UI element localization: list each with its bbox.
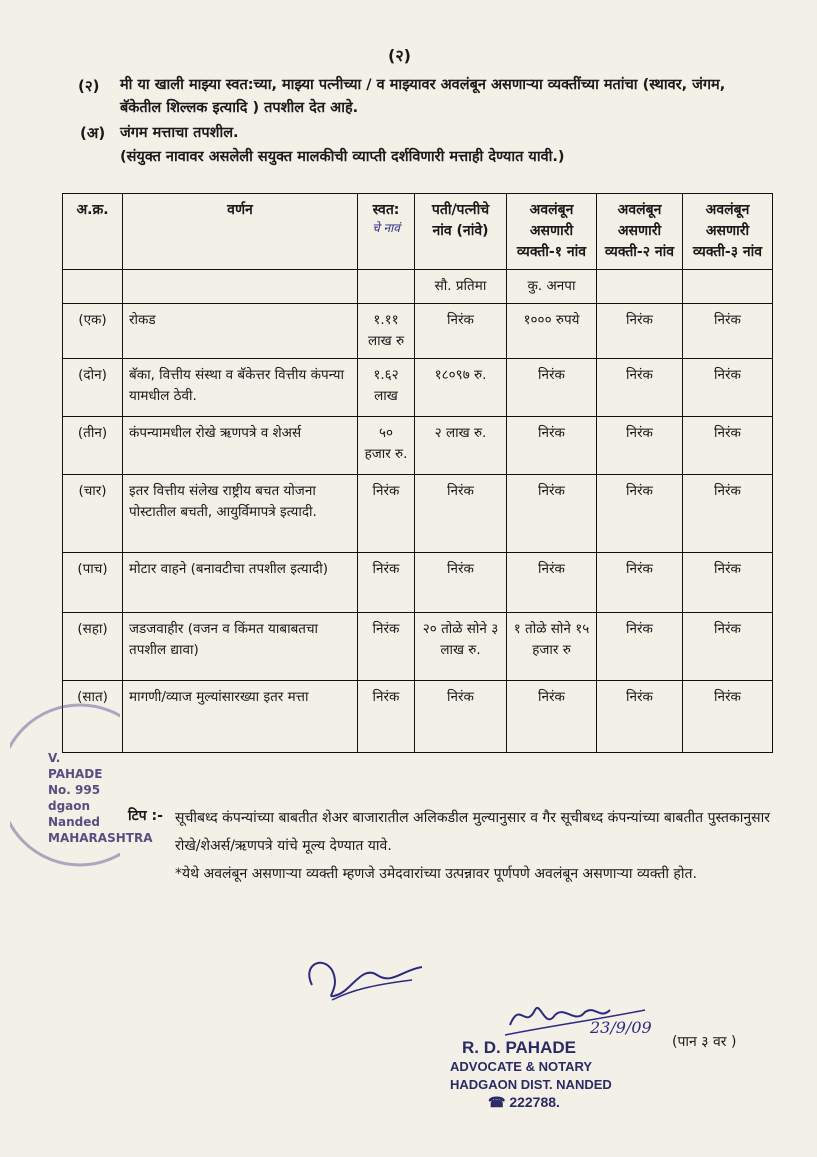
table-row [63,553,773,613]
self-cell: १.६२ लाख [358,359,415,417]
spouse-name: सौ. प्रतिमा [415,270,507,304]
signature-left [292,945,442,1015]
assets-table [62,193,773,753]
header-dep1: अवलंबून असणारी व्यक्ती-१ नांव [507,194,597,270]
dep1-cell: १ तोळे सोने १५ हजार रु [507,613,597,681]
table-header-row [63,194,773,270]
sr-cell: (पाच) [63,553,123,613]
header-spouse: पती/पत्नीचे नांव (नांवे) [415,194,507,270]
header-dep3: अवलंबून असणारी व्यक्ती-३ नांव [683,194,773,270]
footnote-label: टिप :- [128,808,163,824]
notary-phone: ☎ 222788. [488,1094,560,1110]
notary-stamp [450,1038,612,1111]
table-row [63,417,773,475]
dep2-cell: निरंक [597,475,683,553]
self-cell: निरंक [358,681,415,753]
names-cell [123,270,358,304]
seal-text-line: No. 995 [48,783,101,797]
dep3-cell: निरंक [683,359,773,417]
spouse-cell: १८०९७ रु. [415,359,507,417]
self-cell: ५० हजार रु. [358,417,415,475]
seal-text-line: PAHADE [48,767,103,781]
dep1-cell: निरंक [507,417,597,475]
dep2-cell: निरंक [597,417,683,475]
header-desc: वर्णन [123,194,358,270]
header-dep2: अवलंबून असणारी व्यक्ती-२ नांव [597,194,683,270]
page-number: (२) [388,46,411,65]
notary-place: HADGAON DIST. NANDED [450,1077,612,1092]
para-number: (२) [78,77,100,95]
notary-phone-number: 222788. [509,1094,560,1110]
self-cell: १.११ लाख रु [358,304,415,359]
names-cell [358,270,415,304]
names-row [63,270,773,304]
header-self-label: स्वत: [372,202,400,218]
table-row [63,681,773,753]
self-cell: निरंक [358,613,415,681]
sr-cell: (चार) [63,475,123,553]
seal-text-line: dgaon [48,799,91,813]
next-page-note: (पान ३ वर ) [672,1034,737,1050]
sub-note: (संयुक्त नावावर असलेली सयुक्त मालकीची व्याप्ती दर्शविणारी मत्ताही देण्यात यावी.) [120,149,565,165]
sr-cell: (तीन) [63,417,123,475]
dep3-cell: निरंक [683,613,773,681]
dep3-cell: निरंक [683,553,773,613]
desc-cell: इतर वित्तीय संलेख राष्ट्रीय बचत योजना पोस्टातील बचती, आयुर्विमापत्रे इत्यादी. [123,475,358,553]
spouse-cell: २० तोळे सोने ३ लाख रु. [415,613,507,681]
header-self [358,194,415,270]
dep2-cell: निरंक [597,613,683,681]
dep3-cell: निरंक [683,417,773,475]
spouse-cell: निरंक [415,553,507,613]
sr-cell: (सात) [63,681,123,753]
dep1-cell: निरंक [507,359,597,417]
desc-cell: बॅका, वित्तीय संस्था व बॅकेत्तर वित्तीय कंपन्या यामधील ठेवी. [123,359,358,417]
seal-text-line: MAHARASHTRA [48,831,153,845]
dep1-cell: निरंक [507,475,597,553]
dep1-cell: निरंक [507,553,597,613]
dep1-name: कु. अनपा [507,270,597,304]
sr-cell: (सहा) [63,613,123,681]
notary-name: R. D. PAHADE [462,1038,576,1057]
para-text: मी या खाली माझ्या स्वत:च्या, माझ्या पत्नीच्या / व माझ्यावर अवलंबून असणाऱ्या व्यक्तींच्या मतांचा (स्थावर, जंगम, बॅकेतील शिल्लक इत्यादि ) तपशील देत आहे. [120,77,726,116]
names-cell [683,270,773,304]
self-cell: निरंक [358,553,415,613]
spouse-cell: २ लाख रु. [415,417,507,475]
sr-cell: (दोन) [63,359,123,417]
signature-date: 23/9/09 [590,1018,652,1037]
spouse-cell: निरंक [415,304,507,359]
dep3-cell: निरंक [683,475,773,553]
table-row [63,359,773,417]
spouse-cell: निरंक [415,681,507,753]
table-row [63,613,773,681]
dep2-cell: निरंक [597,681,683,753]
self-cell: निरंक [358,475,415,553]
sub-number: (अ) [80,124,106,142]
names-cell [63,270,123,304]
table-row [63,475,773,553]
seal-text-line: Nanded [48,815,101,829]
dep3-cell: निरंक [683,304,773,359]
desc-cell: मोटार वाहने (बनावटीचा तपशील इत्यादी) [123,553,358,613]
notary-title: ADVOCATE & NOTARY [450,1059,593,1074]
sr-cell: (एक) [63,304,123,359]
desc-cell: जडजवाहीर (वजन व किंमत याबाबतचा तपशील द्यावा) [123,613,358,681]
dep1-cell: १००० रुपये [507,304,597,359]
footnote-text-2: *येथे अवलंबून असणाऱ्या व्यक्ती म्हणजे उमेदवारांच्या उत्पन्नावर पूर्णपणे अवलंबून असणाऱ्या व्यक्ती होत. [175,866,697,882]
dep1-cell: निरंक [507,681,597,753]
dep2-cell: निरंक [597,553,683,613]
header-sr: अ.क्र. [63,194,123,270]
header-self-handwritten: चे नावं [372,221,400,235]
spouse-cell: निरंक [415,475,507,553]
table-row [63,304,773,359]
desc-cell: मागणी/व्याज मुल्यांसारख्या इतर मत्ता [123,681,358,753]
names-cell [597,270,683,304]
desc-cell: रोकड [123,304,358,359]
seal-text-line: V. [48,751,61,765]
dep2-cell: निरंक [597,304,683,359]
sub-heading: जंगम मत्ताचा तपशील. [120,125,239,141]
dep3-cell: निरंक [683,681,773,753]
footnote-text-1: सूचीबध्द कंपन्यांच्या बाबतीत शेअर बाजारातील अलिकडील मुल्यानुसार व गैर सूचीबध्द कंपन्यांच्या बाबतीत पुस्तकानुसार रोखे/शेअर्स/ऋणपत्रे यांचे मूल्य देण्यात यावे. [175,810,770,854]
desc-cell: कंपन्यामधील रोखे ऋणपत्रे व शेअर्स [123,417,358,475]
dep2-cell: निरंक [597,359,683,417]
notary-seal-left [40,710,153,900]
